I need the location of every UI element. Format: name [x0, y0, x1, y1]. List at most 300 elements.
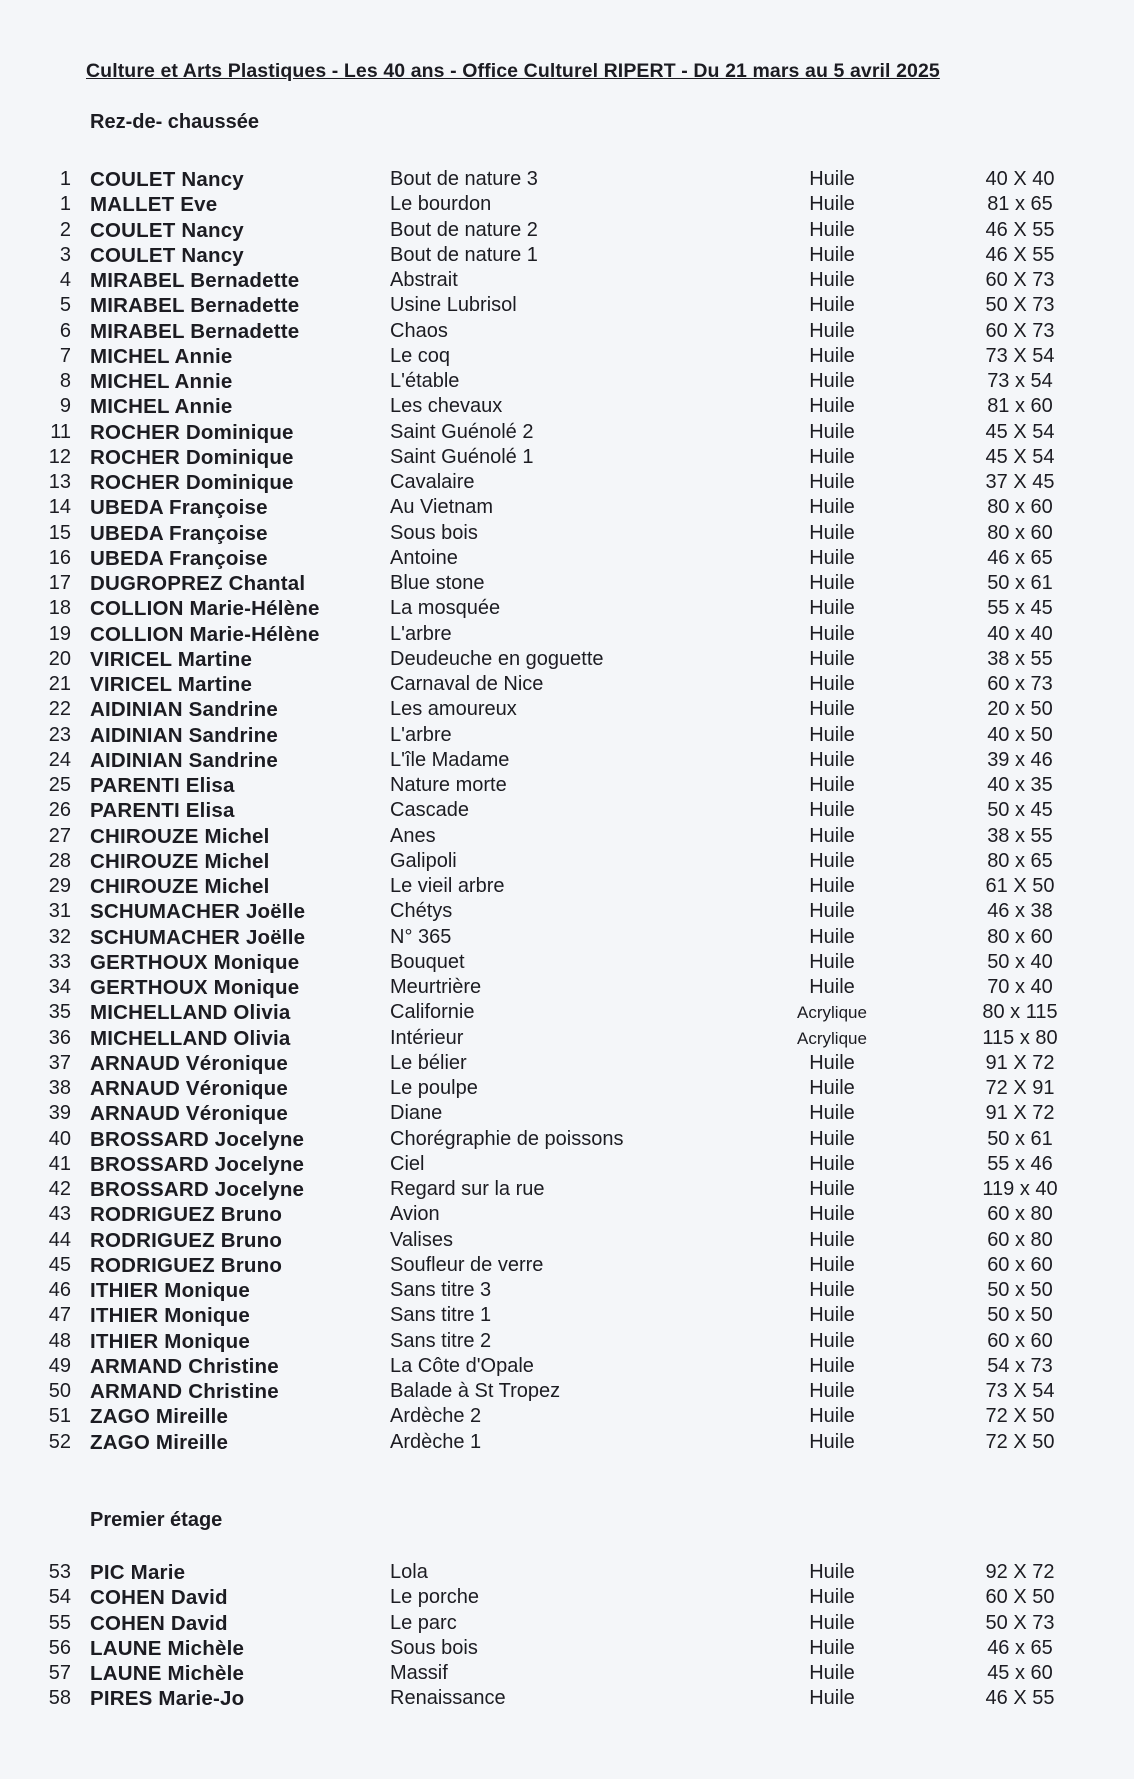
- artist-name: ARNAUD Véronique: [90, 1102, 288, 1126]
- table-row: [0, 268, 1134, 293]
- technique: Huile: [809, 698, 855, 721]
- dimensions: 46 x 38: [987, 900, 1053, 923]
- artist-name: MICHELLAND Olivia: [90, 1026, 291, 1050]
- dimensions: 91 X 72: [985, 1051, 1055, 1074]
- table-row: [0, 899, 1134, 924]
- artist-name: AIDINIAN Sandrine: [90, 698, 278, 722]
- dimensions: 46 X 55: [985, 243, 1055, 266]
- table-row: [0, 445, 1134, 470]
- technique: Huile: [809, 950, 855, 973]
- artwork-title: Les chevaux: [390, 395, 503, 418]
- dimensions: 80 x 60: [987, 496, 1053, 519]
- technique: Huile: [809, 976, 855, 998]
- technique: Huile: [809, 1178, 855, 1200]
- technique: Huile: [809, 1127, 855, 1150]
- table-row: [0, 697, 1134, 722]
- row-number: 19: [48, 622, 71, 645]
- artist-name: GERTHOUX Monique: [90, 950, 300, 974]
- row-number: 23: [48, 723, 71, 746]
- artist-name: SCHUMACHER Joëlle: [90, 900, 306, 924]
- row-number: 26: [48, 799, 71, 822]
- artwork-title: Chaos: [390, 319, 448, 342]
- table-row: [0, 798, 1134, 823]
- table-row: [0, 723, 1134, 748]
- row-number: 44: [48, 1228, 71, 1251]
- technique: Huile: [809, 1304, 855, 1327]
- dimensions: 50 x 61: [987, 1127, 1053, 1150]
- row-number: 1: [59, 193, 71, 216]
- technique: Huile: [809, 824, 855, 847]
- artwork-title: Sans titre 2: [390, 1329, 492, 1352]
- technique: Huile: [809, 1203, 855, 1226]
- technique: Huile: [809, 1253, 855, 1276]
- artist-name: MICHEL Annie: [90, 344, 233, 368]
- artwork-title: Le poulpe: [390, 1077, 478, 1099]
- artwork-title: L'arbre: [390, 622, 452, 645]
- technique: Huile: [809, 243, 855, 266]
- technique: Huile: [809, 723, 855, 746]
- table-row: [0, 975, 1134, 1000]
- artwork-title: L'étable: [390, 370, 460, 392]
- row-number: 47: [48, 1304, 71, 1327]
- table-row: [0, 495, 1134, 520]
- dimensions: 60 x 60: [987, 1329, 1053, 1352]
- dimensions: 60 x 80: [987, 1203, 1053, 1226]
- technique: Huile: [809, 572, 855, 594]
- table-row: [0, 344, 1134, 369]
- artist-name: ZAGO Mireille: [90, 1430, 229, 1454]
- artwork-title: Usine Lubrisol: [390, 294, 517, 317]
- artist-name: UBEDA Françoise: [90, 496, 268, 520]
- table-row: [0, 1404, 1134, 1429]
- artist-name: ROCHER Dominique: [90, 471, 294, 494]
- dimensions: 73 X 54: [985, 344, 1055, 367]
- table-row: [0, 293, 1134, 318]
- technique: Acrylique: [797, 1028, 867, 1048]
- section-heading-first-floor: Premier étage: [90, 1509, 223, 1531]
- artist-name: COHEN David: [90, 1611, 228, 1635]
- artist-name: ZAGO Mireille: [90, 1405, 229, 1429]
- artist-name: PIC Marie: [90, 1561, 186, 1584]
- dimensions: 50 x 50: [987, 1304, 1053, 1327]
- dimensions: 38 x 55: [987, 824, 1053, 847]
- document-title: Culture et Arts Plastiques - Les 40 ans - Office Culturel RIPERT - Du 21 mars au 5 avril 2025: [86, 60, 940, 82]
- technique: Huile: [809, 319, 855, 342]
- table-row: [0, 1560, 1134, 1585]
- technique: Huile: [809, 900, 855, 923]
- dimensions: 92 X 72: [985, 1561, 1055, 1583]
- artwork-title: Meurtrière: [390, 976, 482, 998]
- table-row: [0, 622, 1134, 647]
- row-number: 9: [59, 395, 71, 418]
- technique: Huile: [809, 1561, 855, 1583]
- table-row: [0, 394, 1134, 419]
- dimensions: 45 X 54: [985, 420, 1055, 443]
- dimensions: 72 X 91: [985, 1077, 1055, 1099]
- technique: Huile: [809, 799, 855, 822]
- artist-name: ARMAND Christine: [90, 1354, 279, 1378]
- table-row: [0, 1278, 1134, 1303]
- row-number: 40: [48, 1127, 71, 1150]
- dimensions: 46 X 55: [985, 1687, 1055, 1710]
- artist-name: MICHELLAND Olivia: [90, 1001, 291, 1025]
- artwork-title: Nature morte: [390, 774, 507, 796]
- dimensions: 46 x 65: [987, 1636, 1053, 1659]
- technique: Huile: [809, 370, 855, 392]
- artwork-title: Cavalaire: [390, 471, 475, 493]
- table-row: [0, 420, 1134, 445]
- artwork-title: Regard sur la rue: [390, 1178, 545, 1200]
- artist-name: ARNAUD Véronique: [90, 1077, 288, 1100]
- dimensions: 50 X 73: [985, 1611, 1055, 1634]
- technique: Huile: [809, 1687, 855, 1710]
- table-row: [0, 1101, 1134, 1126]
- row-number: 15: [48, 521, 71, 544]
- artwork-title: Sous bois: [390, 521, 478, 544]
- dimensions: 38 x 55: [987, 647, 1053, 670]
- artist-name: COHEN David: [90, 1586, 228, 1610]
- dimensions: 80 x 60: [987, 521, 1053, 544]
- table-row: [0, 1076, 1134, 1101]
- artwork-title: Sous bois: [390, 1636, 478, 1659]
- row-number: 48: [48, 1329, 71, 1352]
- table-row: [0, 1253, 1134, 1278]
- table-row: [0, 167, 1134, 192]
- technique: Huile: [809, 875, 855, 897]
- artist-name: BROSSARD Jocelyne: [90, 1178, 305, 1201]
- artist-name: RODRIGUEZ Bruno: [90, 1228, 283, 1252]
- technique: Huile: [809, 647, 855, 670]
- artist-name: VIRICEL Martine: [90, 673, 253, 696]
- technique: Huile: [809, 1662, 855, 1684]
- artist-name: PARENTI Elisa: [90, 799, 235, 823]
- row-number: 29: [48, 875, 71, 897]
- row-number: 50: [48, 1380, 71, 1402]
- artist-name: MICHEL Annie: [90, 395, 233, 419]
- row-number: 27: [48, 824, 71, 847]
- technique: Huile: [809, 1430, 855, 1453]
- artwork-title: L'arbre: [390, 723, 452, 746]
- row-number: 31: [48, 900, 71, 923]
- technique: Huile: [809, 1228, 855, 1251]
- artist-name: MIRABEL Bernadette: [90, 319, 300, 343]
- technique: Huile: [809, 1636, 855, 1659]
- table-row: [0, 1661, 1134, 1686]
- dimensions: 20 x 50: [987, 698, 1053, 721]
- artwork-title: Saint Guénolé 2: [390, 420, 534, 443]
- dimensions: 40 x 40: [987, 622, 1053, 645]
- table-row: [0, 1611, 1134, 1636]
- artwork-title: Chétys: [390, 900, 453, 923]
- row-number: 39: [48, 1102, 71, 1125]
- table-row: [0, 1329, 1134, 1354]
- section-heading-ground-floor: Rez-de- chaussée: [90, 111, 259, 133]
- dimensions: 91 X 72: [985, 1102, 1055, 1125]
- row-number: 1: [59, 168, 71, 190]
- dimensions: 50 x 50: [987, 1279, 1053, 1301]
- dimensions: 50 x 45: [987, 799, 1053, 822]
- artist-name: CHIROUZE Michel: [90, 849, 270, 873]
- table-row: [0, 874, 1134, 899]
- artwork-title: Ardèche 2: [390, 1405, 482, 1428]
- artist-name: LAUNE Michèle: [90, 1662, 245, 1685]
- dimensions: 55 x 46: [987, 1152, 1053, 1175]
- table-row: [0, 1303, 1134, 1328]
- technique: Huile: [809, 1077, 855, 1099]
- table-row: [0, 1026, 1134, 1051]
- row-number: 18: [48, 597, 71, 620]
- row-number: 20: [48, 647, 71, 670]
- artwork-title: Bout de nature 3: [390, 168, 538, 190]
- dimensions: 60 x 80: [987, 1228, 1053, 1251]
- row-number: 54: [48, 1586, 71, 1609]
- artist-name: AIDINIAN Sandrine: [90, 748, 278, 772]
- artwork-title: La mosquée: [390, 597, 501, 620]
- technique: Acrylique: [797, 1003, 867, 1023]
- artist-name: RODRIGUEZ Bruno: [90, 1253, 283, 1277]
- artist-name: MALLET Eve: [90, 193, 218, 217]
- dimensions: 40 x 35: [987, 774, 1053, 796]
- technique: Huile: [809, 496, 855, 519]
- dimensions: 37 X 45: [985, 471, 1055, 493]
- dimensions: 72 X 50: [985, 1405, 1055, 1428]
- table-row: [0, 824, 1134, 849]
- row-number: 45: [48, 1253, 71, 1276]
- artist-name: ITHIER Monique: [90, 1279, 250, 1302]
- technique: Huile: [809, 1405, 855, 1428]
- table-row: [0, 319, 1134, 344]
- artwork-title: Anes: [390, 824, 436, 847]
- dimensions: 60 x 73: [987, 673, 1053, 695]
- artist-name: CHIROUZE Michel: [90, 824, 270, 848]
- row-number: 24: [48, 748, 71, 771]
- row-number: 5: [59, 294, 71, 317]
- artist-name: UBEDA Françoise: [90, 521, 268, 545]
- technique: Huile: [809, 1329, 855, 1352]
- artwork-title: La Côte d'Opale: [390, 1354, 534, 1377]
- dimensions: 80 x 60: [987, 925, 1053, 948]
- dimensions: 119 x 40: [982, 1178, 1058, 1200]
- dimensions: 50 x 61: [987, 572, 1053, 594]
- artist-name: ROCHER Dominique: [90, 420, 294, 444]
- row-number: 32: [48, 925, 71, 948]
- artist-name: MIRABEL Bernadette: [90, 294, 300, 318]
- artwork-title: Renaissance: [390, 1687, 506, 1710]
- row-number: 14: [48, 496, 71, 519]
- row-number: 37: [48, 1051, 71, 1074]
- table-row: [0, 243, 1134, 268]
- table-row: [0, 369, 1134, 394]
- artist-name: ITHIER Monique: [90, 1304, 250, 1328]
- artist-name: SCHUMACHER Joëlle: [90, 925, 306, 949]
- technique: Huile: [809, 395, 855, 418]
- row-number: 16: [48, 546, 71, 569]
- artwork-title: Ciel: [390, 1152, 425, 1175]
- technique: Huile: [809, 521, 855, 544]
- table-row: [0, 1202, 1134, 1227]
- row-number: 13: [48, 471, 71, 493]
- artwork-title: Antoine: [390, 546, 458, 569]
- artwork-title: Soufleur de verre: [390, 1253, 544, 1276]
- row-number: 6: [59, 319, 71, 342]
- table-row: [0, 773, 1134, 798]
- artwork-title: Bout de nature 2: [390, 218, 538, 241]
- row-number: 57: [48, 1662, 71, 1684]
- artwork-title: Cascade: [390, 799, 469, 822]
- dimensions: 45 x 60: [987, 1662, 1053, 1684]
- dimensions: 39 x 46: [987, 748, 1053, 771]
- dimensions: 72 X 50: [985, 1430, 1055, 1453]
- artist-name: AIDINIAN Sandrine: [90, 723, 278, 747]
- table-row: [0, 1430, 1134, 1455]
- row-number: 11: [50, 420, 71, 443]
- technique: Huile: [809, 168, 855, 190]
- artist-name: CHIROUZE Michel: [90, 875, 270, 898]
- row-number: 43: [48, 1203, 71, 1226]
- table-row: [0, 950, 1134, 975]
- technique: Huile: [809, 1380, 855, 1402]
- artist-name: ROCHER Dominique: [90, 445, 294, 469]
- technique: Huile: [809, 1354, 855, 1377]
- artwork-title: Le parc: [390, 1611, 457, 1634]
- dimensions: 46 X 55: [985, 218, 1055, 241]
- row-number: 55: [48, 1611, 71, 1634]
- technique: Huile: [809, 445, 855, 468]
- artist-name: BROSSARD Jocelyne: [90, 1127, 305, 1151]
- table-row: [0, 192, 1134, 217]
- artwork-title: Le bourdon: [390, 193, 492, 216]
- table-row: [0, 521, 1134, 546]
- technique: Huile: [809, 420, 855, 443]
- artist-name: MIRABEL Bernadette: [90, 269, 300, 292]
- technique: Huile: [809, 673, 855, 695]
- dimensions: 55 x 45: [987, 597, 1053, 620]
- dimensions: 61 X 50: [985, 875, 1055, 897]
- artwork-title: Valises: [390, 1228, 453, 1251]
- row-number: 58: [48, 1687, 71, 1710]
- row-number: 41: [48, 1152, 71, 1175]
- row-number: 7: [59, 344, 71, 367]
- artwork-title: Saint Guénolé 1: [390, 445, 534, 468]
- dimensions: 60 x 60: [987, 1253, 1053, 1276]
- row-number: 12: [48, 445, 71, 468]
- artist-name: COULET Nancy: [90, 168, 244, 191]
- technique: Huile: [809, 344, 855, 367]
- table-row: [0, 925, 1134, 950]
- row-number: 56: [48, 1636, 71, 1659]
- artist-name: LAUNE Michèle: [90, 1636, 245, 1660]
- artwork-title: Carnaval de Nice: [390, 673, 544, 695]
- artwork-title: Sans titre 3: [390, 1279, 492, 1301]
- technique: Huile: [809, 849, 855, 872]
- technique: Huile: [809, 925, 855, 948]
- artwork-title: Sans titre 1: [390, 1304, 492, 1327]
- dimensions: 40 X 40: [985, 168, 1055, 190]
- table-row: [0, 571, 1134, 596]
- artist-name: UBEDA Françoise: [90, 546, 268, 570]
- artwork-title: Galipoli: [390, 849, 457, 872]
- table-row: [0, 1152, 1134, 1177]
- dimensions: 81 x 60: [987, 395, 1053, 418]
- artwork-title: Chorégraphie de poissons: [390, 1127, 624, 1150]
- artist-name: RODRIGUEZ Bruno: [90, 1203, 283, 1227]
- artwork-title: Bouquet: [390, 950, 465, 973]
- row-number: 46: [48, 1279, 71, 1301]
- artist-name: COLLION Marie-Hélène: [90, 622, 320, 646]
- artwork-title: Au Vietnam: [390, 496, 494, 519]
- table-row: [0, 1228, 1134, 1253]
- technique: Huile: [809, 597, 855, 620]
- artwork-title: Blue stone: [390, 572, 485, 594]
- dimensions: 50 X 73: [985, 294, 1055, 317]
- dimensions: 73 x 54: [987, 370, 1053, 392]
- artwork-title: Diane: [390, 1102, 443, 1125]
- table-row: [0, 1051, 1134, 1076]
- technique: Huile: [809, 294, 855, 317]
- artwork-title: Deudeuche en goguette: [390, 647, 604, 670]
- row-number: 34: [48, 976, 71, 998]
- artist-name: BROSSARD Jocelyne: [90, 1152, 305, 1176]
- row-number: 42: [48, 1178, 71, 1200]
- artist-name: ARMAND Christine: [90, 1380, 279, 1403]
- artwork-title: L'île Madame: [390, 748, 510, 771]
- artwork-title: Le coq: [390, 344, 451, 367]
- technique: Huile: [809, 1586, 855, 1609]
- artwork-title: Balade à St Tropez: [390, 1380, 561, 1402]
- dimensions: 60 X 73: [985, 319, 1055, 342]
- row-number: 35: [48, 1001, 71, 1024]
- dimensions: 73 X 54: [985, 1380, 1055, 1402]
- technique: Huile: [809, 471, 855, 493]
- technique: Huile: [809, 1102, 855, 1125]
- artwork-title: Abstrait: [390, 269, 458, 291]
- table-row: [0, 1177, 1134, 1202]
- table-row: [0, 218, 1134, 243]
- artwork-title: Le vieil arbre: [390, 875, 505, 897]
- dimensions: 54 x 73: [987, 1354, 1053, 1377]
- technique: Huile: [809, 1611, 855, 1634]
- artwork-title: Massif: [390, 1662, 448, 1684]
- row-number: 25: [48, 774, 71, 796]
- row-number: 33: [48, 950, 71, 973]
- artist-name: VIRICEL Martine: [90, 647, 253, 671]
- table-row: [0, 1379, 1134, 1404]
- artist-name: COULET Nancy: [90, 243, 244, 267]
- row-number: 51: [48, 1405, 71, 1428]
- table-row: [0, 647, 1134, 672]
- technique: Huile: [809, 193, 855, 216]
- table-row: [0, 748, 1134, 773]
- table-row: [0, 1127, 1134, 1152]
- dimensions: 50 x 40: [987, 950, 1053, 973]
- artwork-title: N° 365: [390, 925, 452, 948]
- technique: Huile: [809, 622, 855, 645]
- artwork-title: Les amoureux: [390, 698, 517, 721]
- artwork-title: Intérieur: [390, 1026, 464, 1049]
- artist-name: PIRES Marie-Jo: [90, 1687, 245, 1711]
- table-row: [0, 1686, 1134, 1711]
- row-number: 22: [48, 698, 71, 721]
- artwork-title: Ardèche 1: [390, 1430, 482, 1453]
- dimensions: 60 X 73: [985, 269, 1055, 291]
- table-row: [0, 1354, 1134, 1379]
- row-number: 3: [59, 243, 71, 266]
- dimensions: 45 X 54: [985, 445, 1055, 468]
- artwork-title: Avion: [390, 1203, 440, 1226]
- table-row: [0, 849, 1134, 874]
- row-number: 36: [48, 1026, 71, 1049]
- dimensions: 80 x 65: [987, 849, 1053, 872]
